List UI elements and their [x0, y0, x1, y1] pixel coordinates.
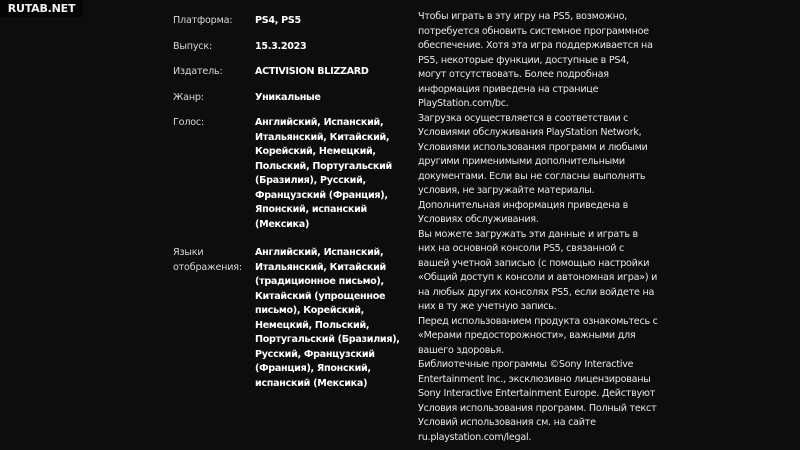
detail-value: Уникальные	[255, 91, 321, 103]
detail-label: Голос:	[173, 117, 205, 128]
detail-value: ACTIVISION BLIZZARD	[255, 66, 369, 77]
detail-row-voice	[173, 116, 403, 246]
detail-value: 15.3.2023	[255, 40, 307, 52]
detail-label: Языки отображения:	[173, 247, 242, 273]
detail-row-release	[173, 40, 403, 66]
detail-label: Жанр:	[173, 91, 204, 103]
description-paragraph: Вы можете загружать эти данные и играть в них на основной консоли PS5, связанной с вашей учетной записью (с помощью настройки «Общий доступ к консоли и автономная игра») и на любых других консолях PS5, если войдете на них в ту же учетную запись.	[418, 228, 658, 312]
detail-value: PS4, PS5	[255, 15, 301, 26]
description-paragraph: Чтобы играть в эту игру на PS5, возможно, потребуется обновить системное программное обеспечение. Хотя эта игра поддерживается на PS5, некоторые функции, доступные в PS4, могут отсутствовать. Более подробная информация приведена на странице PlayStation.com/bc.	[418, 11, 653, 109]
description-paragraph: Перед использованием продукта ознакомьтесь с «Мерами предосторожности», важными для вашего здоровья.	[418, 315, 658, 356]
detail-label: Платформа:	[173, 15, 233, 26]
detail-value: Английский, Испанский, Итальянский, Китайский (традиционное письмо), Китайский (упрощенное письмо), Корейский, Немецкий, Польский, Португальский (Бразилия), Русский, Французский (Франция), Японский, испанский (Мексика)	[255, 247, 400, 389]
detail-label: Издатель:	[173, 66, 223, 77]
game-details	[173, 14, 403, 391]
detail-row-platform	[173, 14, 403, 40]
detail-row-publisher	[173, 65, 403, 91]
description-paragraph: Библиотечные программы ©Sony Interactive Entertainment Inc., эксклюзивно лицензированы Sony Interactive Entertainment Europe. Действуют Условия использования программ. Полный текст Условий использования см. на сайте ru.playstation.com/legal.	[418, 359, 657, 443]
detail-row-genre	[173, 91, 403, 117]
legal-description	[418, 10, 658, 445]
description-paragraph: Загрузка осуществляется в соответствии с Условиями обслуживания PlayStation Network, Условиями использования программ и любыми другими применимыми дополнительными документами. Если вы не согласны выполнять условия, не загружайте материалы. Дополнительная информация приведена в Условиях обслуживания.	[418, 112, 648, 225]
watermark-logo: RUTAB.NET	[0, 0, 83, 17]
detail-label: Выпуск:	[173, 40, 213, 52]
detail-row-display-languages	[173, 246, 403, 391]
detail-value: Английский, Испанский, Итальянский, Китайский, Корейский, Немецкий, Польский, Португальский (Бразилия), Русский, Французский (Франция), Японский, испанский (Мексика)	[255, 117, 392, 230]
